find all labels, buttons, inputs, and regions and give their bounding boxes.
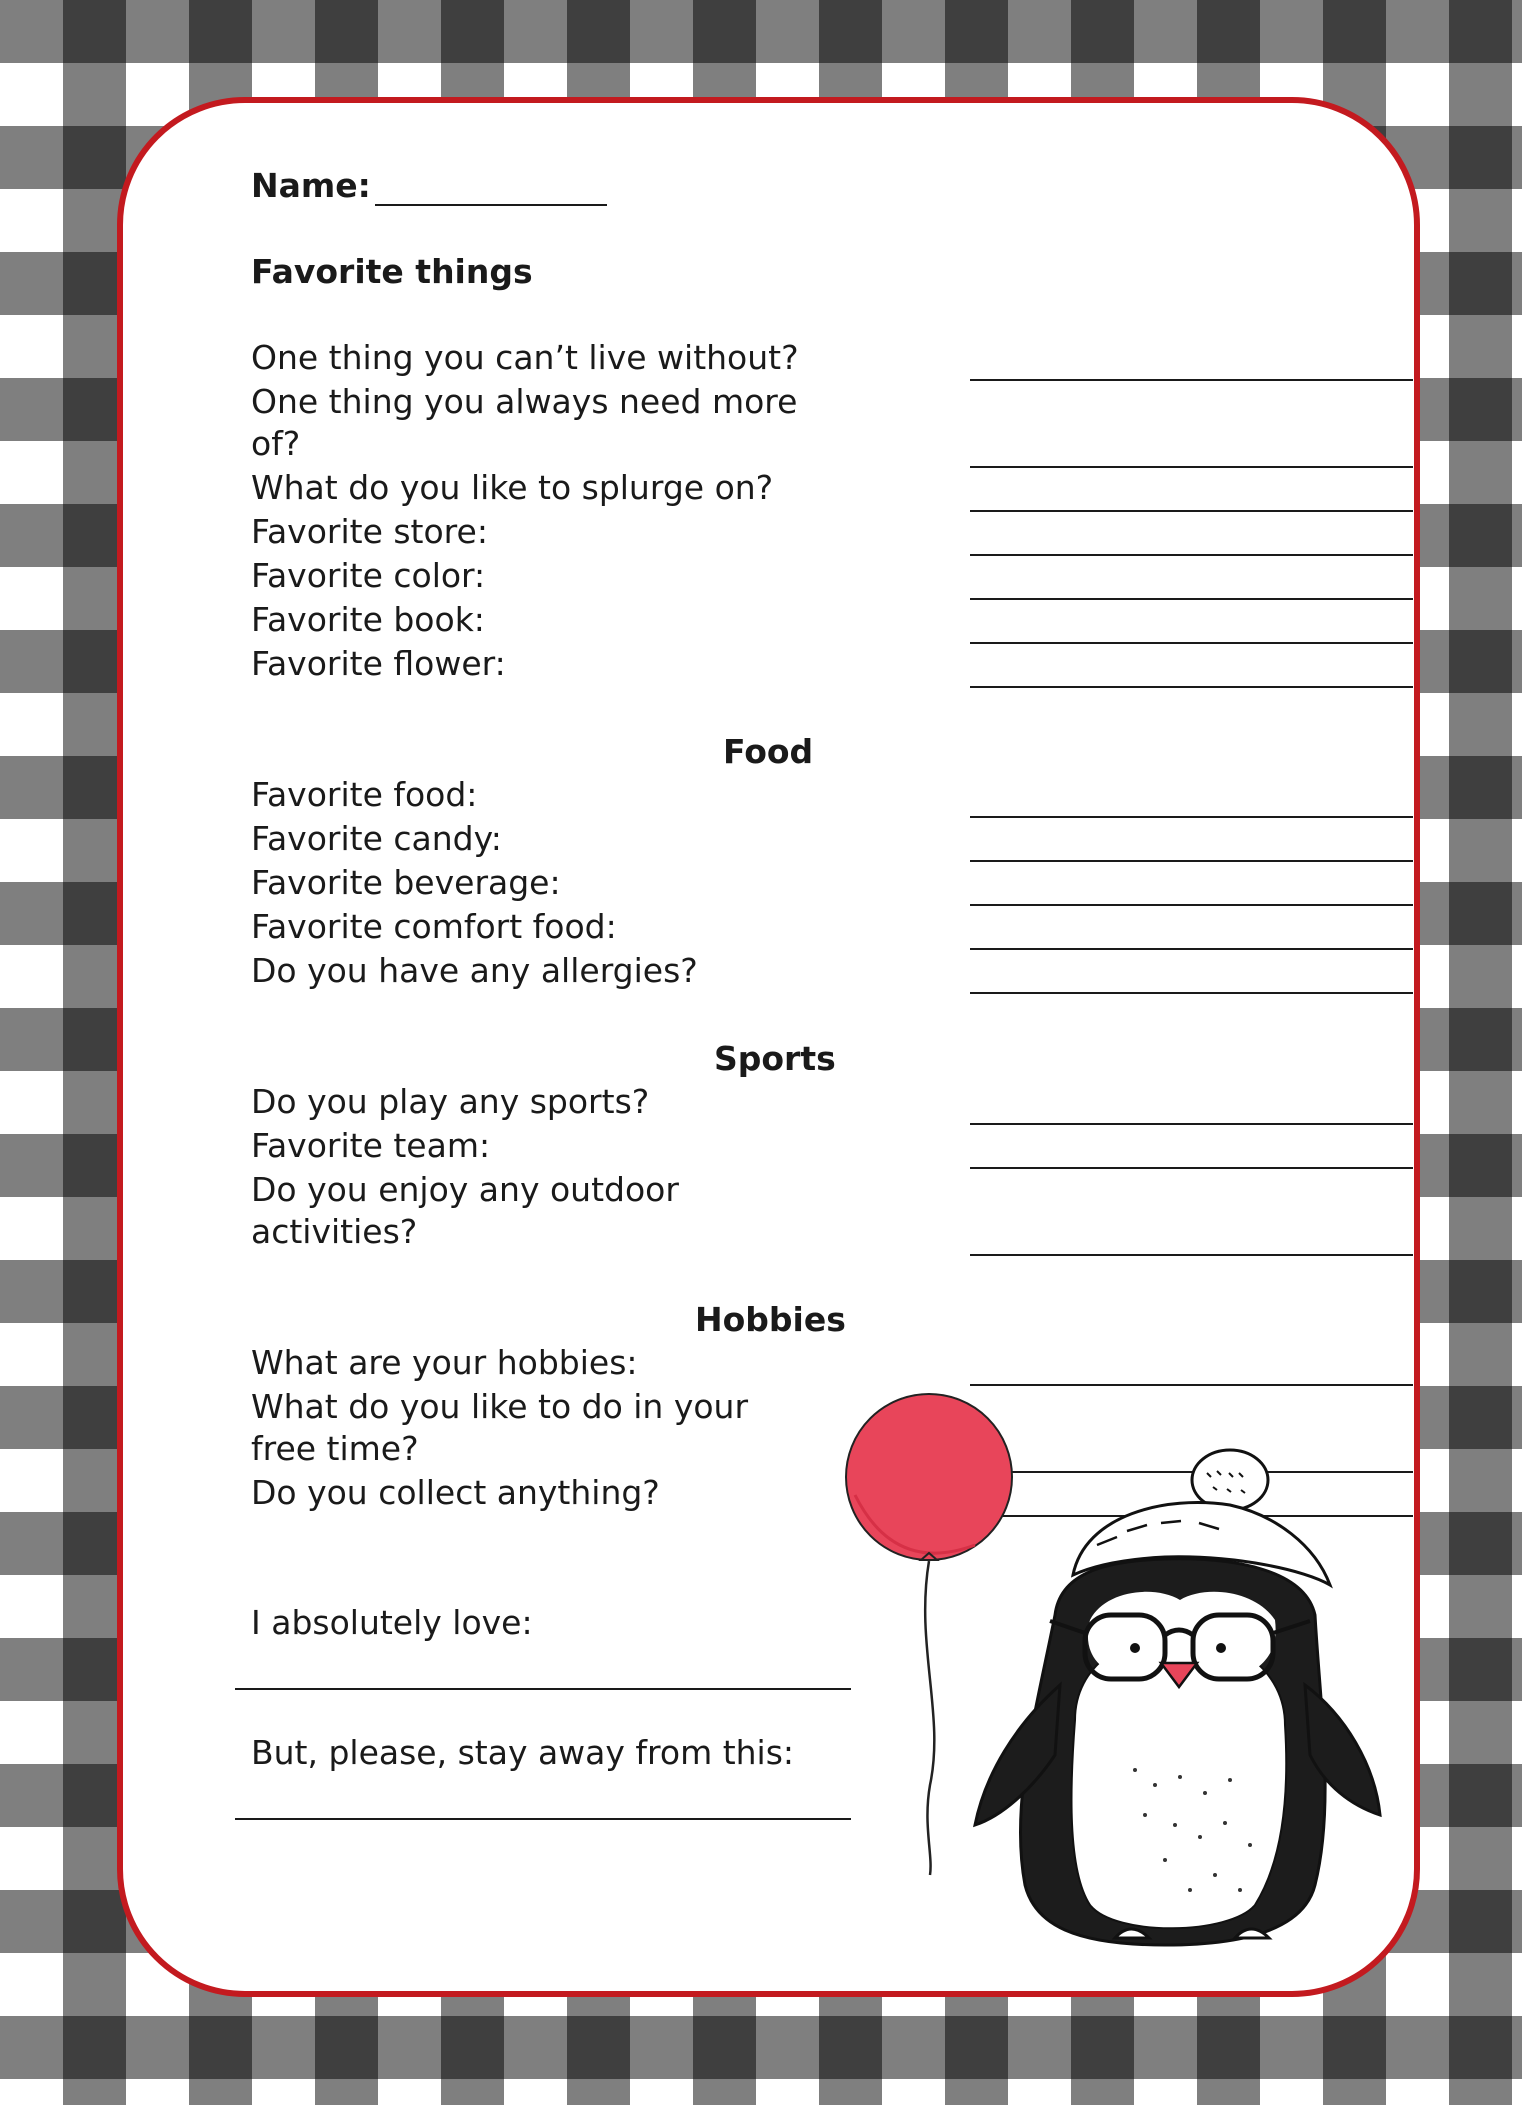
question-need-more-of: One thing you always need more bbox=[251, 382, 798, 421]
answer-line[interactable] bbox=[970, 948, 1413, 950]
question-splurge: What do you like to splurge on? bbox=[251, 468, 774, 507]
question-favorite-food: Favorite food: bbox=[251, 775, 478, 814]
love-answer-line[interactable] bbox=[235, 1688, 851, 1690]
answer-line[interactable] bbox=[970, 992, 1413, 994]
question-outdoor-activities: Do you enjoy any outdoor bbox=[251, 1170, 679, 1209]
question-hobbies: What are your hobbies: bbox=[251, 1343, 638, 1382]
answer-line[interactable] bbox=[970, 686, 1413, 688]
question-outdoor-activities-cont: activities? bbox=[251, 1212, 418, 1251]
question-favorite-team: Favorite team: bbox=[251, 1126, 491, 1165]
question-allergies: Do you have any allergies? bbox=[251, 951, 698, 990]
answer-line[interactable] bbox=[970, 466, 1413, 468]
answer-line[interactable] bbox=[970, 554, 1413, 556]
avoid-label: But, please, stay away from this: bbox=[251, 1733, 795, 1772]
love-label: I absolutely love: bbox=[251, 1603, 533, 1642]
answer-line[interactable] bbox=[970, 904, 1413, 906]
question-free-time-cont: free time? bbox=[251, 1429, 419, 1468]
question-favorite-color: Favorite color: bbox=[251, 556, 486, 595]
question-cant-live-without: One thing you can’t live without? bbox=[251, 338, 799, 377]
penguin-icon bbox=[975, 1450, 1380, 1945]
answer-line[interactable] bbox=[970, 1167, 1413, 1169]
answer-line[interactable] bbox=[970, 642, 1413, 644]
answer-line[interactable] bbox=[970, 1123, 1413, 1125]
section-title-hobbies: Hobbies bbox=[695, 1300, 846, 1339]
answer-line[interactable] bbox=[970, 379, 1413, 381]
section-title-food: Food bbox=[723, 732, 814, 771]
question-favorite-store: Favorite store: bbox=[251, 512, 488, 551]
section-title-favorites: Favorite things bbox=[251, 252, 533, 291]
question-play-sports: Do you play any sports? bbox=[251, 1082, 650, 1121]
question-favorite-beverage: Favorite beverage: bbox=[251, 863, 561, 902]
question-favorite-candy: Favorite candy: bbox=[251, 819, 502, 858]
answer-line[interactable] bbox=[970, 510, 1413, 512]
answer-line[interactable] bbox=[970, 816, 1413, 818]
question-need-more-of-cont: of? bbox=[251, 424, 301, 463]
question-free-time: What do you like to do in your bbox=[251, 1387, 749, 1426]
answer-line[interactable] bbox=[970, 1254, 1413, 1256]
question-collect: Do you collect anything? bbox=[251, 1473, 660, 1512]
section-title-sports: Sports bbox=[714, 1039, 836, 1078]
question-favorite-flower: Favorite flower: bbox=[251, 644, 506, 683]
answer-line[interactable] bbox=[970, 598, 1413, 600]
question-comfort-food: Favorite comfort food: bbox=[251, 907, 617, 946]
answer-line[interactable] bbox=[970, 860, 1413, 862]
question-favorite-book: Favorite book: bbox=[251, 600, 485, 639]
avoid-answer-line[interactable] bbox=[235, 1818, 851, 1820]
penguin-balloon-illustration bbox=[835, 1385, 1395, 1955]
name-field-line[interactable] bbox=[375, 204, 607, 206]
name-label: Name: bbox=[251, 166, 371, 205]
